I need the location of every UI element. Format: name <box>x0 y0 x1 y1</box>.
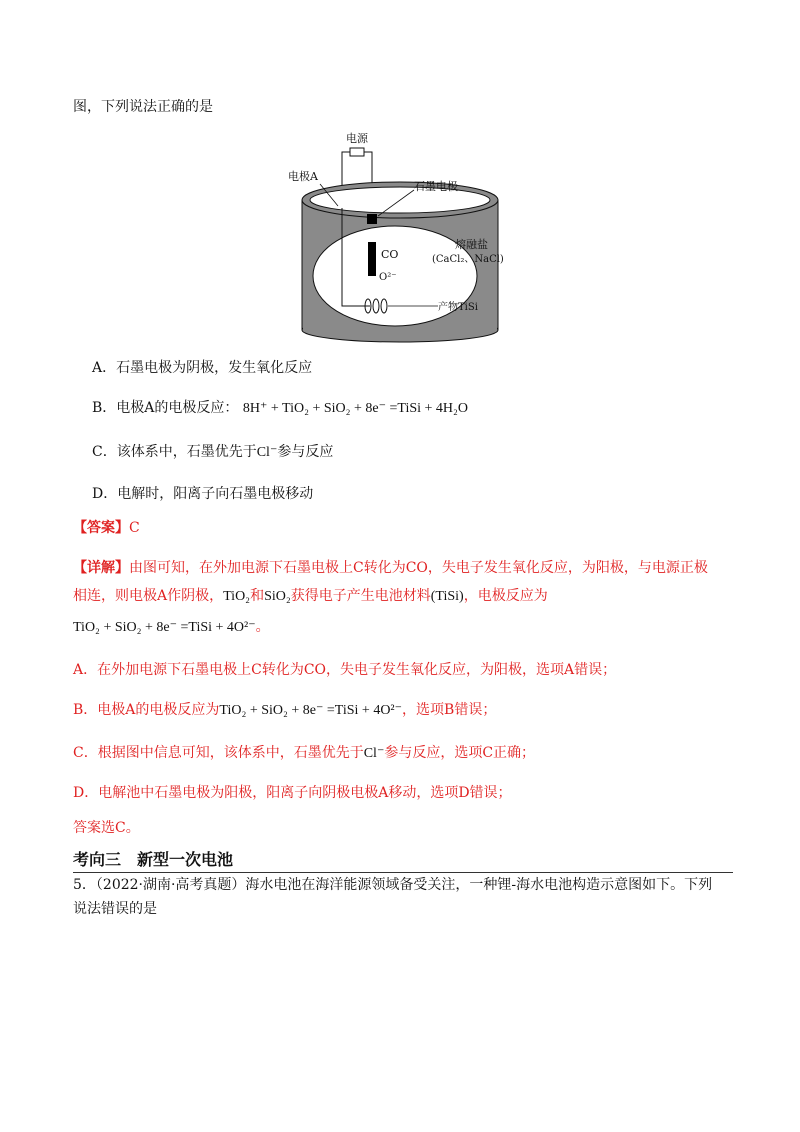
graphite-label: 石墨电极 <box>414 180 458 193</box>
conclusion: 答案选C。 <box>73 820 140 836</box>
section-title: 考向三 新型一次电池 <box>73 847 733 873</box>
option-d: D．电解时，阳离子向石墨电极移动 <box>92 486 314 502</box>
analysis-a: A．在外加电源下石墨电极上C转化为CO，失电子发生氧化反应，为阳极，选项A错误； <box>73 662 617 678</box>
analysis-b: B．电极A的电极反应为TiO₂ + SiO₂ + 8e⁻ =TiSi + 4O²⁻，选项B错误； <box>73 702 497 718</box>
electrode-a-label: 电极A <box>288 170 318 183</box>
option-b: B．电极A的电极反应： 8H⁺ + TiO₂ + SiO₂ + 8e⁻ =TiSi + 4H₂O <box>92 400 469 416</box>
option-c: C．该体系中，石墨优先于Cl⁻参与反应 <box>92 444 334 460</box>
question5-line-1: 5．（2022·湖南·高考真题）海水电池在海洋能源领域备受关注，一种锂-海水电池构造示意图如下。下列 <box>73 877 713 893</box>
co-label: CO <box>381 248 399 261</box>
question5-line-2: 说法错误的是 <box>73 901 157 917</box>
analysis-d: D．电解池中石墨电极为阳极，阳离子向阴极电极A移动，选项D错误； <box>73 785 512 801</box>
detail-line-2: 相连，则电极A作阴极，TiO₂和SiO₂获得电子产生电池材料(TiSi)，电极反应为 <box>73 588 548 604</box>
graphite-electrode-top <box>367 214 377 224</box>
analysis-c: C．根据图中信息可知，该体系中，石墨优先于Cl⁻参与反应，选项C正确； <box>73 745 536 761</box>
power-label: 电源 <box>346 132 368 145</box>
graphite-electrode-rod <box>368 242 376 276</box>
detail-line-1: 【详解】由图可知，在外加电源下石墨电极上C转化为CO，失电子发生氧化反应，为阳极，与电源正极 <box>73 560 708 576</box>
molten-salt-formula: (CaCl₂、NaCl) <box>432 254 504 265</box>
molten-salt-label: 熔融盐 <box>455 238 488 251</box>
option-a: A．石墨电极为阴极，发生氧化反应 <box>92 360 313 376</box>
electrolysis-diagram <box>280 128 530 343</box>
power-source-icon <box>350 148 364 156</box>
detail-line-3: TiO₂ + SiO₂ + 8e⁻ =TiSi + 4O²⁻。 <box>73 619 270 635</box>
answer: 【答案】C <box>73 520 140 536</box>
question-intro: 图，下列说法正确的是 <box>73 99 213 115</box>
product-label: 产物TiSi <box>438 302 478 313</box>
o2-label: O²⁻ <box>379 272 397 283</box>
